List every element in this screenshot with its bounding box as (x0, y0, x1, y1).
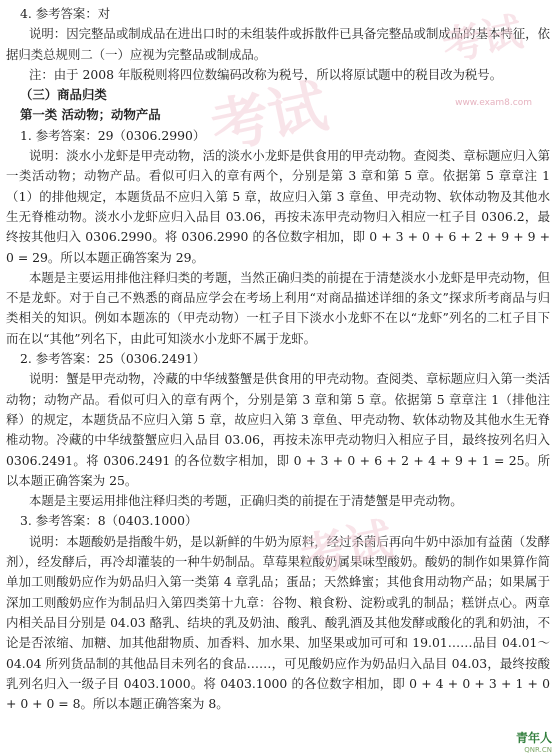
answer-4-heading: 4. 参考答案：对 (20, 6, 111, 21)
section-heading: （三）商品归类 (20, 87, 107, 103)
answer-1-explanation: 说明：淡水小龙虾是甲壳动物，活的淡水小龙虾是供食用的甲壳动物。查阅类、章标题应归入第一类活动物；动物产品。看似可归入的章有两个，分别是第 3 章和第 5 章。依据第 5 章章注 1（1）的排他规定，本题货品不应归入第 5 章，故应归入第 3 章鱼、甲壳动物、软体动物及其他水生无脊椎动物。淡水小龙虾应归入品目 03.06，再按未冻甲壳动物归入相应一杠子目 0306.2，最终按其他归入 0306.2990。将 0306.2990 的各位数字相加，即 0 + 3 + 0 + 6 + 2 + 9 + 9 + 0 = 29。所以本题正确答案为 29。 (6, 148, 550, 265)
answer-2-heading: 2. 参考答案：25（0306.2491） (20, 351, 206, 367)
answer-1-comment: 本题是主要运用排他注释归类的考题，当然正确归类的前提在于清楚淡水小龙虾是甲壳动物，但不是龙虾。对于自己不熟悉的商品应学会在考场上利用“对商品描述详细的条文”探求所考商品与归类相关的知识。例如本题冻的（甲壳动物）一杠子目下淡水小龙虾不在以“龙虾”列名的二杠子目下而在以“其他”列名下，由此可知淡水小龙虾不属于龙虾。 (6, 269, 550, 346)
footer-logo (516, 729, 552, 754)
answer-3-heading: 3. 参考答案：8（0403.1000） (20, 513, 198, 529)
footer-logo-url: QNR.CN (524, 746, 552, 754)
answer-4-explanation: 说明：因完整品或制成品在进出口时的未组装件或拆散件已具备完整品或制成品的基本特征，依据归类总规则二（一）应视为完整品或制成品。 (6, 26, 550, 62)
watermark-logo: 考试 (438, 9, 527, 71)
answer-2-comment: 本题是主要运用排他注释归类的考题，正确归类的前提在于清楚蟹是甲壳动物。 (29, 493, 463, 509)
watermark-url: www.exam8.com (455, 98, 532, 108)
answer-1-heading: 1. 参考答案：29（0306.2990） (20, 127, 206, 143)
answer-2-explanation: 说明：蟹是甲壳动物，冷藏的中华绒螯蟹是供食用的甲壳动物。查阅类、章标题应归入第一类活动物；动物产品。看似可归入的章有两个，分别是第 3 章和第 5 章。依据第 5 章章注 1（排他注释）的规定，本题货品不应归入第 5 章，故应归入第 3 章鱼、甲壳动物、软体动物及其他水生无脊椎动物。冷藏的中华绒螯蟹应归入品目 03.06，再按未冻甲壳动物归入相应子目，最终按列名归入 0306.2491。将 0306.2491 的各位数字相加，即 0 + 3 + 0 + 6 + 2 + 4 + 9 + 1 = 25。所以本题正确答案为 25。 (6, 371, 550, 488)
watermark-logo: 考试 (296, 511, 398, 584)
footer-logo-text: 青年人 (515, 731, 552, 745)
category-heading: 第一类 活动物；动物产品 (20, 107, 161, 123)
answer-4-note: 注：由于 2008 年版税则将四位数编码改称为税号，所以将原试题中的税目改为税号。 (29, 66, 503, 82)
answer-3-explanation: 说明：本题酸奶是指酸牛奶，是以新鲜的牛奶为原料，经过杀菌后再向牛奶中添加有益菌（发酵剂），经发酵后，再冷却灌装的一种牛奶制品。草莓果粒酸奶属果味型酸奶。酸奶的制作如果算作简单加工则酸奶应作为奶品归入第一类第 4 章乳品；蛋品；天然蜂蜜；其他食用动物产品；如果属于深加工则酸奶应作为制品归入第四类第十九章：谷物、粮食粉、淀粉或乳的制品；糕饼点心。两章内相关品目分别是 04.03 酪乳、结块的乳及奶油、酸乳、酸乳酒及其他发酵或酸化的乳和奶油，不论是否浓缩、加糖、加其他甜物质、加香料、加水果、加坚果或加可可和 19.01……品目 04.01～04.04 所列货品制的其他品目未列名的食品……，可见酸奶应作为奶品归入品目 04.03，最终按酸乳列名归入一级子目 0403.1000。将 0403.1000 的各位数字相加，即 0 + 4 + 0 + 3 + 1 + 0 + 0 + 0 = 8。所以本题正确答案为 8。 (6, 533, 550, 712)
watermark-logo: 考试 (205, 71, 333, 163)
